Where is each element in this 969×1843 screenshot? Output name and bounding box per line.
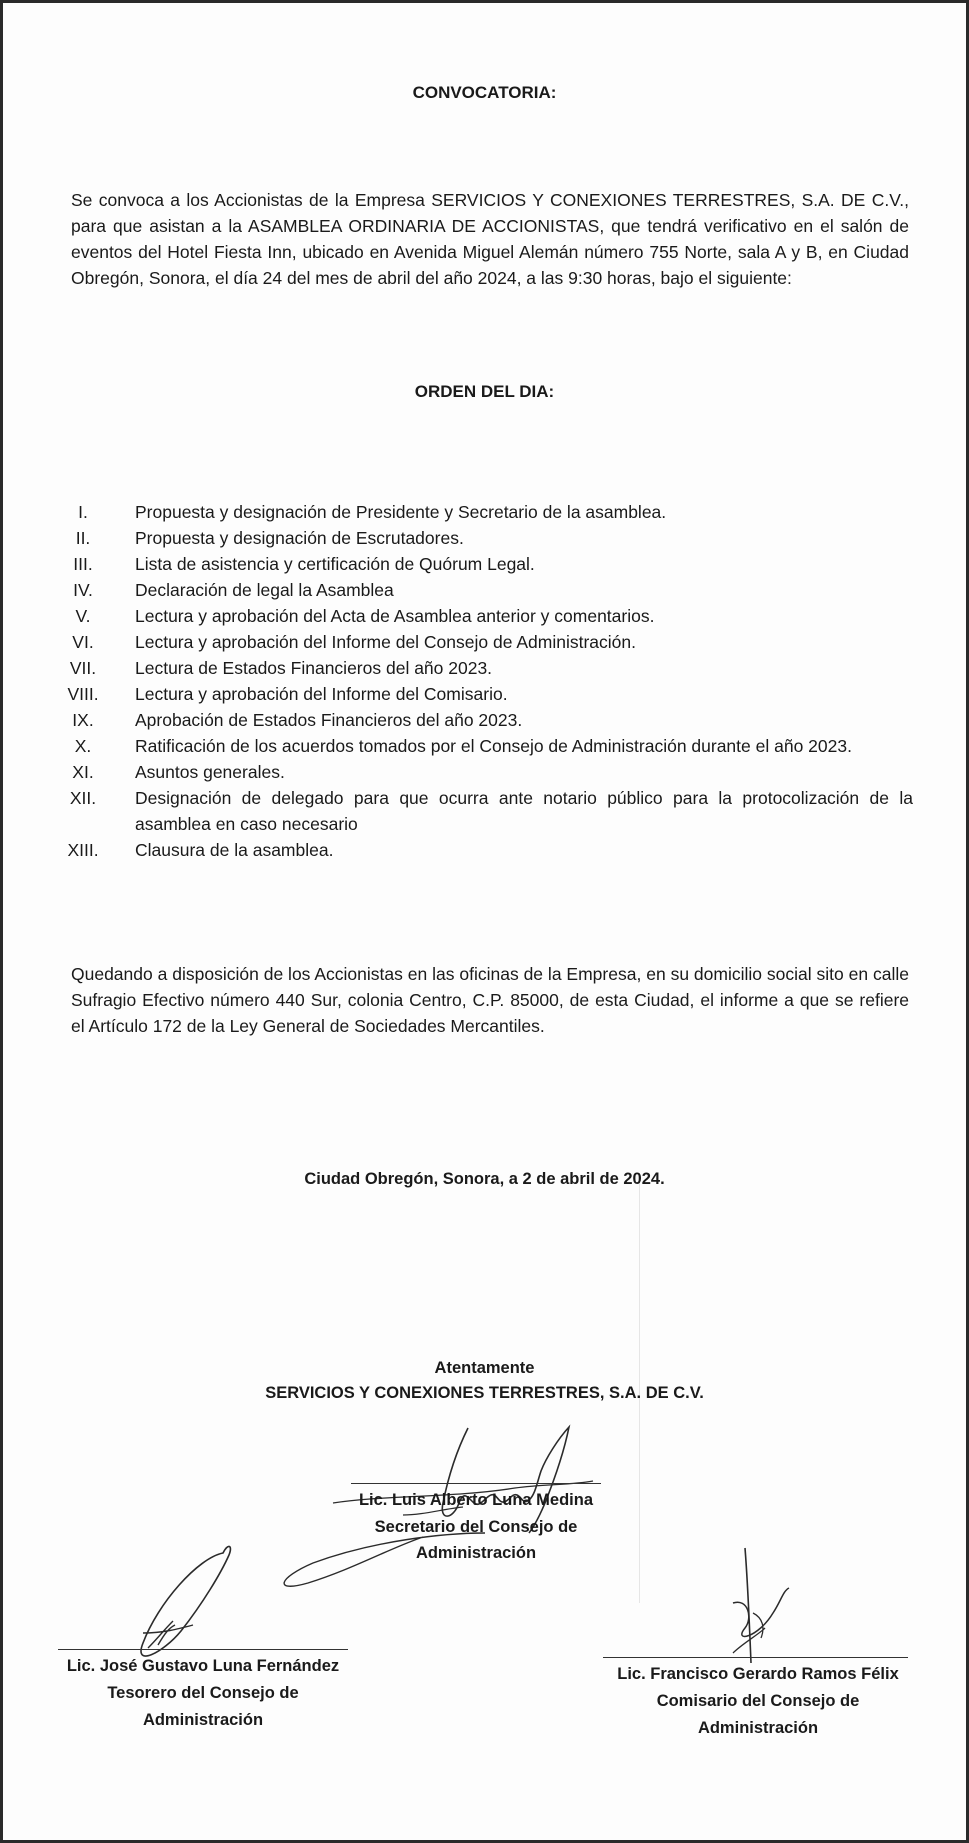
agenda-item-text: Clausura de la asamblea. (135, 840, 334, 860)
treasurer-signature (103, 1533, 263, 1673)
agenda-item-number: II. (75, 528, 91, 548)
commissioner-name: Lic. Francisco Gerardo Ramos Félix (617, 1665, 899, 1683)
intro-paragraph: Se convoca a los Accionistas de la Empresa SERVICIOS Y CONEXIONES TERRESTRES, S.A. DE C.V., para que asistan a la ASAMBLEA ORDINARIA DE ACCIONISTAS, que tendrá verificativo en el salón de eventos del Hotel Fiesta Inn, ubicado en Avenida Miguel Alemán número 755 Norte, sala A y B, en Ciudad Obregón, Sonora, el día 24 del mes de abril del año 2024, a las 9:30 horas, bajo el siguiente: (71, 190, 909, 288)
treasurer-role-2: Administración (142, 1711, 264, 1729)
agenda-item (63, 837, 913, 863)
agenda-item-text: Ratificación de los acuerdos tomados por el Consejo de Administración durante el año 2023. (135, 736, 852, 756)
agenda-item (63, 577, 913, 603)
agenda-item-number: IV. (73, 580, 93, 600)
agenda-item-number: V. (75, 606, 91, 626)
agenda-item-number: VII. (69, 658, 97, 678)
agenda-item-number: IX. (72, 710, 94, 730)
agenda-item-number: VIII. (67, 684, 99, 704)
agenda-item (63, 707, 913, 733)
agenda-item (63, 603, 913, 629)
agenda-item-text: Propuesta y designación de Escrutadores. (135, 528, 464, 548)
treasurer-signature-line (58, 1649, 348, 1650)
agenda-item-text: Propuesta y designación de Presidente y Secretario de la asamblea. (135, 502, 667, 522)
commissioner-signature (703, 1543, 823, 1673)
company-name: SERVICIOS Y CONEXIONES TERRESTRES, S.A. DE C.V. (265, 1384, 704, 1402)
agenda-item (63, 733, 913, 759)
place-date: Ciudad Obregón, Sonora, a 2 de abril de 2024. (304, 1170, 665, 1188)
agenda-item (63, 551, 913, 577)
agenda-item (63, 499, 913, 525)
agenda-title: ORDEN DEL DIA: (414, 382, 555, 401)
agenda-item-text: Aprobación de Estados Financieros del año 2023. (135, 710, 523, 730)
agenda-item-number: I. (78, 502, 88, 522)
agenda-item (63, 759, 913, 785)
agenda-item (63, 655, 913, 681)
agenda-item (63, 681, 913, 707)
agenda-item-number: XI. (72, 762, 94, 782)
agenda-item-number: XII. (69, 788, 97, 808)
agenda-item-text: Lectura y aprobación del Acta de Asamblea anterior y comentarios. (135, 606, 655, 626)
document-title: CONVOCATORIA: (412, 83, 557, 102)
agenda-item (63, 525, 913, 551)
agenda-item-text: Declaración de legal la Asamblea (135, 580, 394, 600)
agenda-item (63, 629, 913, 655)
agenda-item-number: VI. (72, 632, 94, 652)
agenda-item-text: Lectura de Estados Financieros del año 2023. (135, 658, 493, 678)
secretary-signature-line (351, 1483, 601, 1484)
treasurer-role: Tesorero del Consejo de (107, 1684, 299, 1702)
agenda-list (63, 499, 913, 863)
commissioner-role: Comisario del Consejo de (656, 1692, 860, 1710)
agenda-item-number: III. (73, 554, 93, 574)
sign-off: Atentamente (434, 1359, 535, 1377)
commissioner-role-2: Administración (697, 1719, 819, 1737)
agenda-item-number: XIII. (67, 840, 99, 860)
agenda-item-text: Lectura y aprobación del Informe del Consejo de Administración. (135, 632, 636, 652)
agenda-item-number: X. (74, 736, 92, 756)
agenda-item-text: Lectura y aprobación del Informe del Comisario. (135, 684, 508, 704)
closing-paragraph: Quedando a disposición de los Accionistas en las oficinas de la Empresa, en su domicilio social sito en calle Sufragio Efectivo número 440 Sur, colonia Centro, C.P. 85000, de esta Ciudad, el informe a que se refiere el Artículo 172 de la Ley General de Sociedades Mercantiles. (71, 964, 909, 1036)
commissioner-signature-line (603, 1657, 908, 1658)
agenda-item-text: Asuntos generales. (135, 762, 285, 782)
agenda-item-text: Designación de delegado para que ocurra ante notario público para la protocolización de la asamblea en caso necesario (135, 788, 913, 834)
secretary-role-2: Administración (415, 1544, 537, 1562)
agenda-item (63, 785, 913, 837)
treasurer-name: Lic. José Gustavo Luna Fernández (66, 1657, 340, 1675)
agenda-item-text: Lista de asistencia y certificación de Quórum Legal. (135, 554, 535, 574)
secretary-role: Secretario del Consejo de (374, 1518, 578, 1536)
secretary-name: Lic. Luis Alberto Luna Medina (358, 1491, 594, 1509)
